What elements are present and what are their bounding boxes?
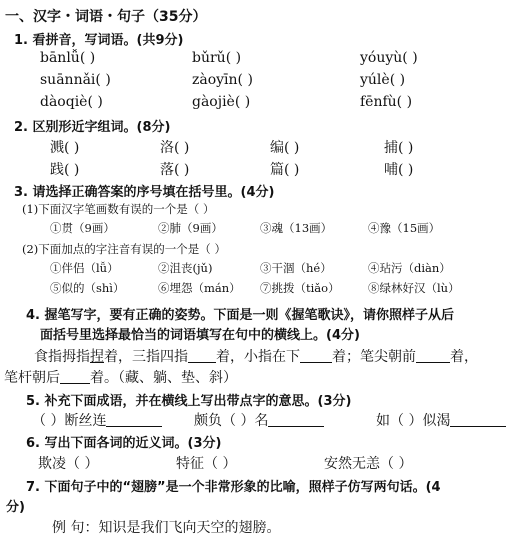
q4-blank[interactable]: [300, 350, 332, 363]
q1-item[interactable]: bǔrǔ( ): [192, 50, 242, 66]
q3-title: 3. 请选择正确答案的序号填在括号里。(4分): [14, 185, 275, 200]
q5-idiom[interactable]: 如（ ）似渴: [376, 413, 451, 429]
q3-option: ⑥埋怨（mán）: [158, 281, 241, 295]
q4-text: 着。（藏、躺、垫、斜）: [90, 370, 237, 386]
q1-title: 1. 看拼音，写词语。(共9分): [14, 33, 184, 48]
q4-sentence-line1: [34, 346, 478, 366]
q6-item[interactable]: 特征（ ）: [176, 456, 237, 472]
q4-text: 食指拇指: [34, 349, 90, 365]
q4-blank[interactable]: [416, 350, 450, 363]
q3-option: ④玷污（diàn）: [368, 261, 451, 275]
q5-item: [376, 410, 506, 430]
q1-item[interactable]: bānlǚ( ): [40, 50, 96, 66]
q6-item[interactable]: 欺凌（ ）: [38, 456, 99, 472]
q2-item[interactable]: 捕( ): [384, 140, 414, 156]
q5-blank[interactable]: [268, 414, 324, 427]
q2-item[interactable]: 溅( ): [50, 140, 80, 156]
q6-title: 6. 写出下面各词的近义词。(3分): [26, 436, 222, 451]
q5-idiom[interactable]: （ ）断丝连: [32, 413, 107, 429]
q4-example-word: 捏: [90, 349, 104, 365]
q3-option: ③魂（13画）: [260, 221, 333, 235]
q3-option: ⑤似的（shì）: [50, 281, 125, 295]
q3-option: ②肺（9画）: [158, 221, 223, 235]
q5-blank[interactable]: [450, 414, 506, 427]
q2-title: 2. 区别形近字组词。(8分): [14, 120, 171, 135]
q7-example: [52, 517, 280, 537]
q5-item: [194, 410, 324, 430]
q2-item[interactable]: 践( ): [50, 162, 80, 178]
q4-text: 笔杆朝后: [4, 370, 60, 386]
q2-item[interactable]: 编( ): [270, 140, 300, 156]
q6-item[interactable]: 安然无恙（ ）: [324, 456, 413, 472]
q3-option: ⑦挑拨（tiǎo）: [260, 281, 340, 295]
q4-title-line2: 面括号里选择最恰当的词语填写在句中的横线上。(4分): [40, 328, 360, 343]
section-title: 一、汉字・词语・句子（35分）: [5, 9, 207, 25]
q1-item[interactable]: yúlè( ): [360, 72, 406, 88]
q4-sentence-line2: [4, 367, 237, 387]
q1-item[interactable]: dàoqiè( ): [40, 94, 103, 110]
q3-option: ①贯（9画）: [50, 221, 115, 235]
q3-option: ④豫（15画）: [368, 221, 441, 235]
q7-example-text: 知识是我们飞向天空的翅膀。: [98, 520, 281, 536]
q3-sub1-prompt: (1)下面汉字笔画数有误的一个是（ ）: [22, 202, 215, 216]
q4-text: 着，: [450, 349, 478, 365]
q5-title: 5. 补充下面成语，并在横线上写出带点字的意思。(3分): [26, 394, 352, 409]
q2-item[interactable]: 落( ): [160, 162, 190, 178]
q4-blank[interactable]: [188, 350, 216, 363]
q1-item[interactable]: zàoyīn( ): [192, 72, 253, 88]
q5-item: [32, 410, 162, 430]
q1-item[interactable]: fēnfù( ): [360, 94, 413, 110]
q4-blank[interactable]: [60, 371, 90, 384]
q2-item[interactable]: 篇( ): [270, 162, 300, 178]
q5-idiom[interactable]: 颇负（ ）名: [194, 413, 269, 429]
q2-item[interactable]: 哺( ): [384, 162, 414, 178]
q3-option: ②沮丧(jǔ): [158, 261, 213, 275]
q7-example-label: 例 句：: [52, 520, 99, 536]
q3-option: ③干涸（hé）: [260, 261, 332, 275]
q3-option: ①伴侣（lǚ）: [50, 261, 119, 275]
q7-title-line1: 7. 下面句子中的“翅膀”是一个非常形象的比喻，照样子仿写两句话。(4: [26, 480, 441, 495]
q3-sub2-prompt: (2)下面加点的字注音有误的一个是（ ）: [22, 242, 226, 256]
q1-item[interactable]: yóuyù( ): [360, 50, 418, 66]
q7-title-line2: 分): [6, 500, 25, 515]
q4-text: 着；笔尖朝前: [332, 349, 416, 365]
q1-item[interactable]: suānnǎi( ): [40, 72, 111, 88]
q4-title-line1: 4. 握笔写字，要有正确的姿势。下面是一则《握笔歌诀》，请你照样子从后: [26, 308, 455, 323]
q2-item[interactable]: 洛( ): [160, 140, 190, 156]
q1-item[interactable]: gàojiè( ): [192, 94, 251, 110]
q4-text: 着，三指四指: [104, 349, 188, 365]
q4-text: 着，小指在下: [216, 349, 300, 365]
q5-blank[interactable]: [106, 414, 162, 427]
q3-option: ⑧绿林好汉（lù）: [368, 281, 460, 295]
